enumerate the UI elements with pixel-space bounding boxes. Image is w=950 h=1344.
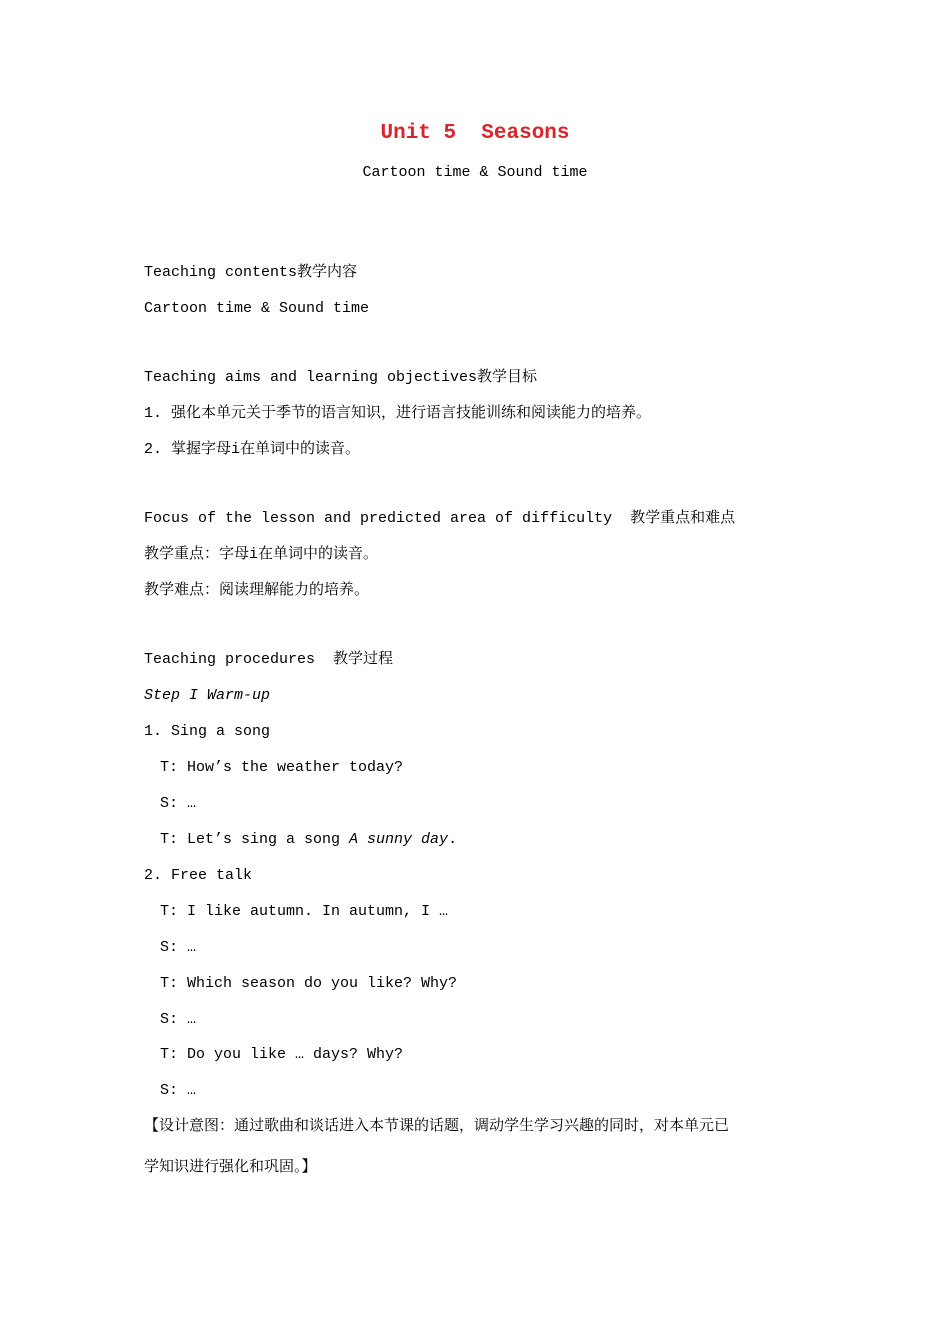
contents-heading: Teaching contents教学内容 [144,264,358,281]
dialogue-line: T: I like autumn. In autumn, I … [160,903,449,920]
sing-label: 1. Sing a song [144,723,271,740]
design-note-line-1: 【设计意图：通过歌曲和谈话进入本节课的话题，调动学生学习兴趣的同时，对本单元已 [144,1118,730,1135]
design-note-line-2: 学知识进行强化和巩固。】 [144,1159,317,1176]
dialogue-line [160,830,457,850]
focus-heading: Focus of the lesson and predicted area of difficulty 教学重点和难点 [144,510,736,527]
dialogue-line: T: Which season do you like? Why? [160,975,458,992]
aims-heading: Teaching aims and learning objectives教学目标 [144,369,538,386]
dialogue-text: T: Let’s sing a song [160,831,350,848]
aim-item-2: 2. 掌握字母i在单词中的读音。 [144,441,361,458]
dialogue-line: S: … [160,1011,197,1028]
contents-text: Cartoon time & Sound time [144,300,370,317]
aim-item-1: 1. 强化本单元关于季节的语言知识，进行语言技能训练和阅读能力的培养。 [144,405,652,422]
dialogue-line: S: … [160,1082,197,1099]
unit-title: Unit 5 Seasons [380,122,570,145]
dialogue-line: T: Do you like … days? Why? [160,1046,404,1063]
dialogue-line: S: … [160,939,197,956]
dialogue-punct: . [448,831,458,848]
focus-key: 教学重点：字母i在单词中的读音。 [144,546,379,563]
dialogue-line: S: … [160,795,197,812]
talk-label: 2. Free talk [144,867,253,884]
focus-difficulty: 教学难点：阅读理解能力的培养。 [144,582,370,599]
dialogue-line: T: How’s the weather today? [160,759,404,776]
procedures-heading: Teaching procedures 教学过程 [144,651,394,668]
step-title: Step I Warm-up [144,687,271,704]
song-title: A sunny day [349,831,449,848]
unit-subtitle: Cartoon time & Sound time [362,164,588,181]
